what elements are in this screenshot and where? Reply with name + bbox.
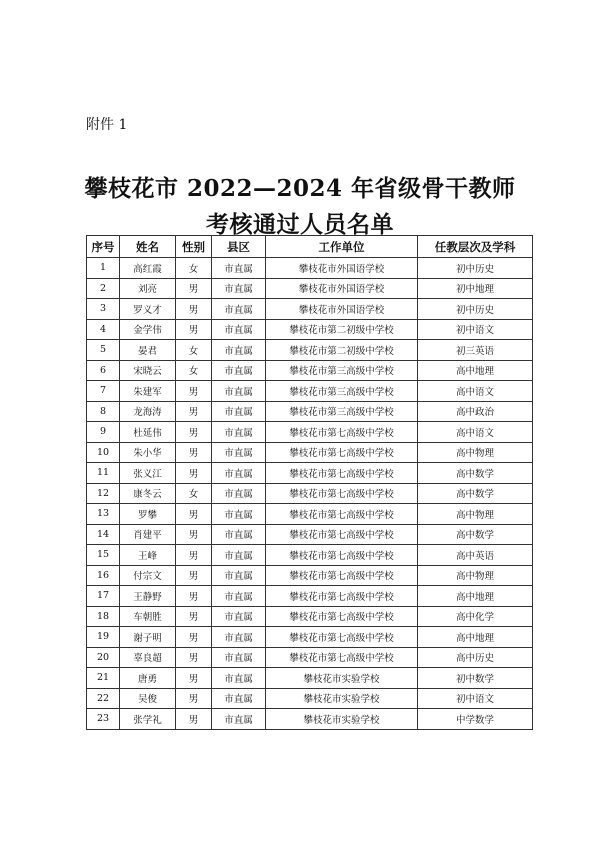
cell-index: 17 bbox=[87, 586, 120, 607]
cell-name: 王峰 bbox=[120, 545, 176, 566]
cell-gender: 男 bbox=[176, 299, 212, 320]
cell-workplace: 攀枝花市第七高级中学校 bbox=[266, 483, 418, 504]
cell-index: 13 bbox=[87, 504, 120, 525]
cell-index: 2 bbox=[87, 278, 120, 299]
cell-index: 7 bbox=[87, 381, 120, 402]
table-row bbox=[87, 545, 533, 566]
cell-gender: 男 bbox=[176, 319, 212, 340]
cell-name: 张学礼 bbox=[120, 709, 176, 730]
cell-workplace: 攀枝花市实验学校 bbox=[266, 668, 418, 689]
cell-index: 5 bbox=[87, 340, 120, 361]
table-row bbox=[87, 606, 533, 627]
table-row bbox=[87, 381, 533, 402]
header-index: 序号 bbox=[87, 236, 120, 258]
cell-subject: 高中地理 bbox=[418, 360, 533, 381]
table-row bbox=[87, 278, 533, 299]
table-header-row bbox=[87, 236, 533, 258]
cell-district: 市直属 bbox=[212, 340, 266, 361]
cell-workplace: 攀枝花市实验学校 bbox=[266, 709, 418, 730]
cell-workplace: 攀枝花市第七高级中学校 bbox=[266, 524, 418, 545]
cell-gender: 男 bbox=[176, 545, 212, 566]
cell-index: 1 bbox=[87, 258, 120, 279]
cell-index: 16 bbox=[87, 565, 120, 586]
cell-name: 朱建军 bbox=[120, 381, 176, 402]
cell-name: 龙海涛 bbox=[120, 401, 176, 422]
cell-subject: 初中语文 bbox=[418, 319, 533, 340]
cell-gender: 男 bbox=[176, 606, 212, 627]
document-title-line-1: 攀枝花市 2022—2024 年省级骨干教师 bbox=[84, 175, 516, 202]
cell-gender: 男 bbox=[176, 565, 212, 586]
cell-gender: 男 bbox=[176, 504, 212, 525]
cell-name: 杜延伟 bbox=[120, 422, 176, 443]
cell-workplace: 攀枝花市外国语学校 bbox=[266, 299, 418, 320]
table-row bbox=[87, 422, 533, 443]
cell-district: 市直属 bbox=[212, 524, 266, 545]
cell-index: 11 bbox=[87, 463, 120, 484]
cell-workplace: 攀枝花市外国语学校 bbox=[266, 258, 418, 279]
table-row bbox=[87, 647, 533, 668]
cell-gender: 女 bbox=[176, 483, 212, 504]
cell-index: 12 bbox=[87, 483, 120, 504]
cell-name: 罗攀 bbox=[120, 504, 176, 525]
cell-subject: 高中历史 bbox=[418, 647, 533, 668]
cell-subject: 中学数学 bbox=[418, 709, 533, 730]
table-row bbox=[87, 524, 533, 545]
cell-workplace: 攀枝花市第七高级中学校 bbox=[266, 565, 418, 586]
cell-subject: 高中数学 bbox=[418, 524, 533, 545]
document-title-line-2: 考核通过人员名单 bbox=[206, 211, 394, 238]
cell-subject: 高中语文 bbox=[418, 381, 533, 402]
cell-workplace: 攀枝花市第七高级中学校 bbox=[266, 586, 418, 607]
table-row bbox=[87, 565, 533, 586]
cell-gender: 男 bbox=[176, 647, 212, 668]
table-row bbox=[87, 258, 533, 279]
cell-gender: 女 bbox=[176, 258, 212, 279]
table-row bbox=[87, 463, 533, 484]
cell-subject: 初中语文 bbox=[418, 688, 533, 709]
cell-subject: 高中英语 bbox=[418, 545, 533, 566]
cell-name: 金学伟 bbox=[120, 319, 176, 340]
cell-district: 市直属 bbox=[212, 319, 266, 340]
cell-subject: 高中数学 bbox=[418, 483, 533, 504]
cell-workplace: 攀枝花市第七高级中学校 bbox=[266, 606, 418, 627]
table-row bbox=[87, 340, 533, 361]
cell-index: 10 bbox=[87, 442, 120, 463]
cell-subject: 初三英语 bbox=[418, 340, 533, 361]
attachment-label: 附件 1 bbox=[86, 117, 128, 133]
cell-workplace: 攀枝花市外国语学校 bbox=[266, 278, 418, 299]
cell-district: 市直属 bbox=[212, 258, 266, 279]
cell-workplace: 攀枝花市第三高级中学校 bbox=[266, 360, 418, 381]
cell-name: 付宗文 bbox=[120, 565, 176, 586]
table-row bbox=[87, 627, 533, 648]
cell-name: 罗义才 bbox=[120, 299, 176, 320]
cell-workplace: 攀枝花市第七高级中学校 bbox=[266, 545, 418, 566]
table-row bbox=[87, 360, 533, 381]
cell-gender: 男 bbox=[176, 709, 212, 730]
cell-district: 市直属 bbox=[212, 381, 266, 402]
cell-gender: 男 bbox=[176, 422, 212, 443]
cell-workplace: 攀枝花市第七高级中学校 bbox=[266, 463, 418, 484]
cell-subject: 高中地理 bbox=[418, 586, 533, 607]
cell-subject: 初中数学 bbox=[418, 668, 533, 689]
cell-name: 谢子明 bbox=[120, 627, 176, 648]
cell-name: 辜良超 bbox=[120, 647, 176, 668]
cell-index: 8 bbox=[87, 401, 120, 422]
cell-gender: 男 bbox=[176, 688, 212, 709]
cell-gender: 男 bbox=[176, 524, 212, 545]
cell-index: 14 bbox=[87, 524, 120, 545]
cell-name: 高红霞 bbox=[120, 258, 176, 279]
cell-workplace: 攀枝花市第三高级中学校 bbox=[266, 401, 418, 422]
cell-district: 市直属 bbox=[212, 709, 266, 730]
cell-name: 康冬云 bbox=[120, 483, 176, 504]
header-gender: 性别 bbox=[176, 236, 212, 258]
cell-name: 肖建平 bbox=[120, 524, 176, 545]
table-row bbox=[87, 483, 533, 504]
cell-gender: 男 bbox=[176, 381, 212, 402]
cell-district: 市直属 bbox=[212, 688, 266, 709]
cell-district: 市直属 bbox=[212, 586, 266, 607]
table-row bbox=[87, 401, 533, 422]
cell-gender: 男 bbox=[176, 442, 212, 463]
table-row bbox=[87, 586, 533, 607]
cell-workplace: 攀枝花市第三高级中学校 bbox=[266, 381, 418, 402]
cell-subject: 初中历史 bbox=[418, 258, 533, 279]
table-row bbox=[87, 504, 533, 525]
cell-district: 市直属 bbox=[212, 545, 266, 566]
cell-workplace: 攀枝花市第二初级中学校 bbox=[266, 319, 418, 340]
cell-name: 张义江 bbox=[120, 463, 176, 484]
cell-district: 市直属 bbox=[212, 442, 266, 463]
cell-name: 吴俊 bbox=[120, 688, 176, 709]
cell-workplace: 攀枝花市第七高级中学校 bbox=[266, 422, 418, 443]
cell-gender: 女 bbox=[176, 340, 212, 361]
header-workplace: 工作单位 bbox=[266, 236, 418, 258]
cell-workplace: 攀枝花市第七高级中学校 bbox=[266, 504, 418, 525]
cell-index: 20 bbox=[87, 647, 120, 668]
cell-name: 刘亮 bbox=[120, 278, 176, 299]
cell-subject: 高中物理 bbox=[418, 565, 533, 586]
cell-district: 市直属 bbox=[212, 401, 266, 422]
cell-name: 王静野 bbox=[120, 586, 176, 607]
cell-index: 6 bbox=[87, 360, 120, 381]
cell-district: 市直属 bbox=[212, 606, 266, 627]
cell-district: 市直属 bbox=[212, 483, 266, 504]
cell-index: 19 bbox=[87, 627, 120, 648]
cell-gender: 男 bbox=[176, 668, 212, 689]
cell-gender: 男 bbox=[176, 463, 212, 484]
cell-index: 18 bbox=[87, 606, 120, 627]
cell-index: 21 bbox=[87, 668, 120, 689]
cell-workplace: 攀枝花市实验学校 bbox=[266, 688, 418, 709]
table-row bbox=[87, 688, 533, 709]
table-row bbox=[87, 709, 533, 730]
cell-gender: 男 bbox=[176, 627, 212, 648]
cell-index: 4 bbox=[87, 319, 120, 340]
cell-index: 22 bbox=[87, 688, 120, 709]
cell-gender: 男 bbox=[176, 278, 212, 299]
header-district: 县区 bbox=[212, 236, 266, 258]
table-row bbox=[87, 668, 533, 689]
cell-subject: 高中政治 bbox=[418, 401, 533, 422]
cell-name: 晏君 bbox=[120, 340, 176, 361]
cell-district: 市直属 bbox=[212, 463, 266, 484]
teacher-list-table bbox=[86, 235, 533, 730]
cell-index: 9 bbox=[87, 422, 120, 443]
cell-district: 市直属 bbox=[212, 627, 266, 648]
cell-district: 市直属 bbox=[212, 422, 266, 443]
cell-index: 23 bbox=[87, 709, 120, 730]
cell-district: 市直属 bbox=[212, 360, 266, 381]
cell-name: 唐勇 bbox=[120, 668, 176, 689]
cell-district: 市直属 bbox=[212, 647, 266, 668]
cell-subject: 初中地理 bbox=[418, 278, 533, 299]
cell-workplace: 攀枝花市第二初级中学校 bbox=[266, 340, 418, 361]
header-subject: 任教层次及学科 bbox=[418, 236, 533, 258]
cell-subject: 初中历史 bbox=[418, 299, 533, 320]
cell-subject: 高中语文 bbox=[418, 422, 533, 443]
header-name: 姓名 bbox=[120, 236, 176, 258]
cell-name: 宋晓云 bbox=[120, 360, 176, 381]
cell-district: 市直属 bbox=[212, 668, 266, 689]
cell-gender: 女 bbox=[176, 360, 212, 381]
table-row bbox=[87, 319, 533, 340]
cell-gender: 男 bbox=[176, 586, 212, 607]
cell-name: 朱小华 bbox=[120, 442, 176, 463]
cell-district: 市直属 bbox=[212, 565, 266, 586]
cell-workplace: 攀枝花市第七高级中学校 bbox=[266, 627, 418, 648]
cell-district: 市直属 bbox=[212, 299, 266, 320]
cell-subject: 高中地理 bbox=[418, 627, 533, 648]
cell-subject: 高中化学 bbox=[418, 606, 533, 627]
table-row bbox=[87, 299, 533, 320]
cell-gender: 男 bbox=[176, 401, 212, 422]
cell-subject: 高中数学 bbox=[418, 463, 533, 484]
cell-name: 车朝胜 bbox=[120, 606, 176, 627]
cell-subject: 高中物理 bbox=[418, 504, 533, 525]
cell-district: 市直属 bbox=[212, 278, 266, 299]
cell-subject: 高中物理 bbox=[418, 442, 533, 463]
cell-index: 15 bbox=[87, 545, 120, 566]
table-row bbox=[87, 442, 533, 463]
cell-district: 市直属 bbox=[212, 504, 266, 525]
cell-workplace: 攀枝花市第七高级中学校 bbox=[266, 647, 418, 668]
cell-index: 3 bbox=[87, 299, 120, 320]
cell-workplace: 攀枝花市第七高级中学校 bbox=[266, 442, 418, 463]
